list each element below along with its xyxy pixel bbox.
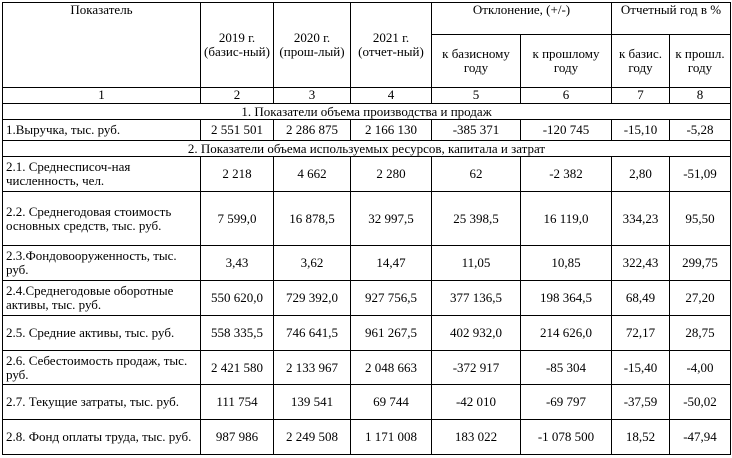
cell-dev-prev: -85 304 — [521, 350, 612, 385]
cell-pct-prev: 299,75 — [670, 246, 731, 281]
cell-2020: 2 133 967 — [274, 350, 351, 385]
cell-2019: 987 986 — [201, 420, 274, 455]
table-row — [3, 192, 731, 246]
cell-2019: 111 754 — [201, 385, 274, 420]
cell-2020: 3,62 — [274, 246, 351, 281]
cell-2021: 961 267,5 — [351, 315, 432, 350]
indicators-table — [2, 2, 731, 455]
cell-dev-base: 402 932,0 — [432, 315, 521, 350]
header-deviation: Отклонение, (+/-) — [432, 3, 612, 35]
cell-dev-prev: -69 797 — [521, 385, 612, 420]
cell-2021: 14,47 — [351, 246, 432, 281]
cell-2021: 2 280 — [351, 157, 432, 192]
cell-pct-prev: 27,20 — [670, 281, 731, 316]
row-name: 2.2. Среднегодовая стоимость основных средств, тыс. руб. — [3, 192, 201, 246]
header-dev-prev: к прошлому году — [521, 34, 612, 87]
cell-dev-base: -385 371 — [432, 120, 521, 141]
cell-dev-prev: 10,85 — [521, 246, 612, 281]
cell-dev-prev: 16 119,0 — [521, 192, 612, 246]
cell-2019: 2 551 501 — [201, 120, 274, 141]
cell-dev-base: 183 022 — [432, 420, 521, 455]
cell-pct-base: 334,23 — [612, 192, 670, 246]
table-row — [3, 350, 731, 385]
cell-2020: 2 286 875 — [274, 120, 351, 141]
cell-pct-base: 18,52 — [612, 420, 670, 455]
header-pct-base: к базис. году — [612, 34, 670, 87]
cell-dev-base: -42 010 — [432, 385, 521, 420]
table-row — [3, 157, 731, 192]
cell-2020: 729 392,0 — [274, 281, 351, 316]
cell-pct-base: -15,10 — [612, 120, 670, 141]
cell-dev-prev: -1 078 500 — [521, 420, 612, 455]
cell-2019: 2 218 — [201, 157, 274, 192]
cell-dev-prev: -120 745 — [521, 120, 612, 141]
section-title: 2. Показатели объема используемых ресурсов, капитала и затрат — [3, 140, 731, 156]
cell-dev-base: 62 — [432, 157, 521, 192]
row-name: 2.5. Средние активы, тыс. руб. — [3, 315, 201, 350]
header-dev-base: к базисному году — [432, 34, 521, 87]
section-title: 1. Показатели объема производства и продаж — [3, 104, 731, 120]
header-2019: 2019 г. (базис-ный) — [201, 3, 274, 88]
col-number: 3 — [274, 87, 351, 103]
section-row — [3, 140, 731, 156]
cell-pct-base: 72,17 — [612, 315, 670, 350]
table-row — [3, 315, 731, 350]
table-row — [3, 120, 731, 141]
col-number: 5 — [432, 87, 521, 103]
cell-pct-base: 322,43 — [612, 246, 670, 281]
row-name: 2.4.Среднегодовые оборотные активы, тыс. руб. — [3, 281, 201, 316]
cell-2021: 32 997,5 — [351, 192, 432, 246]
cell-2019: 7 599,0 — [201, 192, 274, 246]
cell-dev-prev: -2 382 — [521, 157, 612, 192]
cell-pct-prev: 95,50 — [670, 192, 731, 246]
cell-2021: 1 171 008 — [351, 420, 432, 455]
cell-pct-base: 68,49 — [612, 281, 670, 316]
cell-dev-prev: 198 364,5 — [521, 281, 612, 316]
cell-2019: 3,43 — [201, 246, 274, 281]
cell-2020: 16 878,5 — [274, 192, 351, 246]
cell-pct-prev: 28,75 — [670, 315, 731, 350]
cell-pct-prev: -47,94 — [670, 420, 731, 455]
cell-2021: 2 166 130 — [351, 120, 432, 141]
col-number: 7 — [612, 87, 670, 103]
cell-pct-base: -37,59 — [612, 385, 670, 420]
cell-pct-base: 2,80 — [612, 157, 670, 192]
cell-2020: 2 249 508 — [274, 420, 351, 455]
row-name: 2.1. Среднесписоч-ная численность, чел. — [3, 157, 201, 192]
cell-2020: 746 641,5 — [274, 315, 351, 350]
row-name: 1.Выручка, тыс. руб. — [3, 120, 201, 141]
column-number-row — [3, 87, 731, 103]
cell-pct-prev: -5,28 — [670, 120, 731, 141]
col-number: 6 — [521, 87, 612, 103]
section-row — [3, 104, 731, 120]
cell-2019: 2 421 580 — [201, 350, 274, 385]
header-row — [3, 3, 731, 35]
cell-pct-prev: -51,09 — [670, 157, 731, 192]
cell-pct-prev: -50,02 — [670, 385, 731, 420]
cell-2019: 558 335,5 — [201, 315, 274, 350]
cell-dev-base: -372 917 — [432, 350, 521, 385]
cell-2021: 2 048 663 — [351, 350, 432, 385]
table-row — [3, 246, 731, 281]
cell-2020: 139 541 — [274, 385, 351, 420]
cell-pct-base: -15,40 — [612, 350, 670, 385]
row-name: 2.6. Себестоимость продаж, тыс. руб. — [3, 350, 201, 385]
col-number: 8 — [670, 87, 731, 103]
cell-2021: 927 756,5 — [351, 281, 432, 316]
col-number: 2 — [201, 87, 274, 103]
cell-dev-base: 11,05 — [432, 246, 521, 281]
cell-dev-base: 25 398,5 — [432, 192, 521, 246]
row-name: 2.8. Фонд оплаты труда, тыс. руб. — [3, 420, 201, 455]
table-row — [3, 420, 731, 455]
header-2020: 2020 г. (прош-лый) — [274, 3, 351, 88]
cell-pct-prev: -4,00 — [670, 350, 731, 385]
row-name: 2.3.Фондовооруженность, тыс. руб. — [3, 246, 201, 281]
cell-2021: 69 744 — [351, 385, 432, 420]
col-number: 1 — [3, 87, 201, 103]
cell-2019: 550 620,0 — [201, 281, 274, 316]
table-row — [3, 281, 731, 316]
header-indicator: Показатель — [3, 3, 201, 88]
cell-2020: 4 662 — [274, 157, 351, 192]
cell-dev-base: 377 136,5 — [432, 281, 521, 316]
header-2021: 2021 г. (отчет-ный) — [351, 3, 432, 88]
header-pct-prev: к прошл. году — [670, 34, 731, 87]
row-name: 2.7. Текущие затраты, тыс. руб. — [3, 385, 201, 420]
table-row — [3, 385, 731, 420]
col-number: 4 — [351, 87, 432, 103]
header-report-year-pct: Отчетный год в % — [612, 3, 731, 35]
cell-dev-prev: 214 626,0 — [521, 315, 612, 350]
